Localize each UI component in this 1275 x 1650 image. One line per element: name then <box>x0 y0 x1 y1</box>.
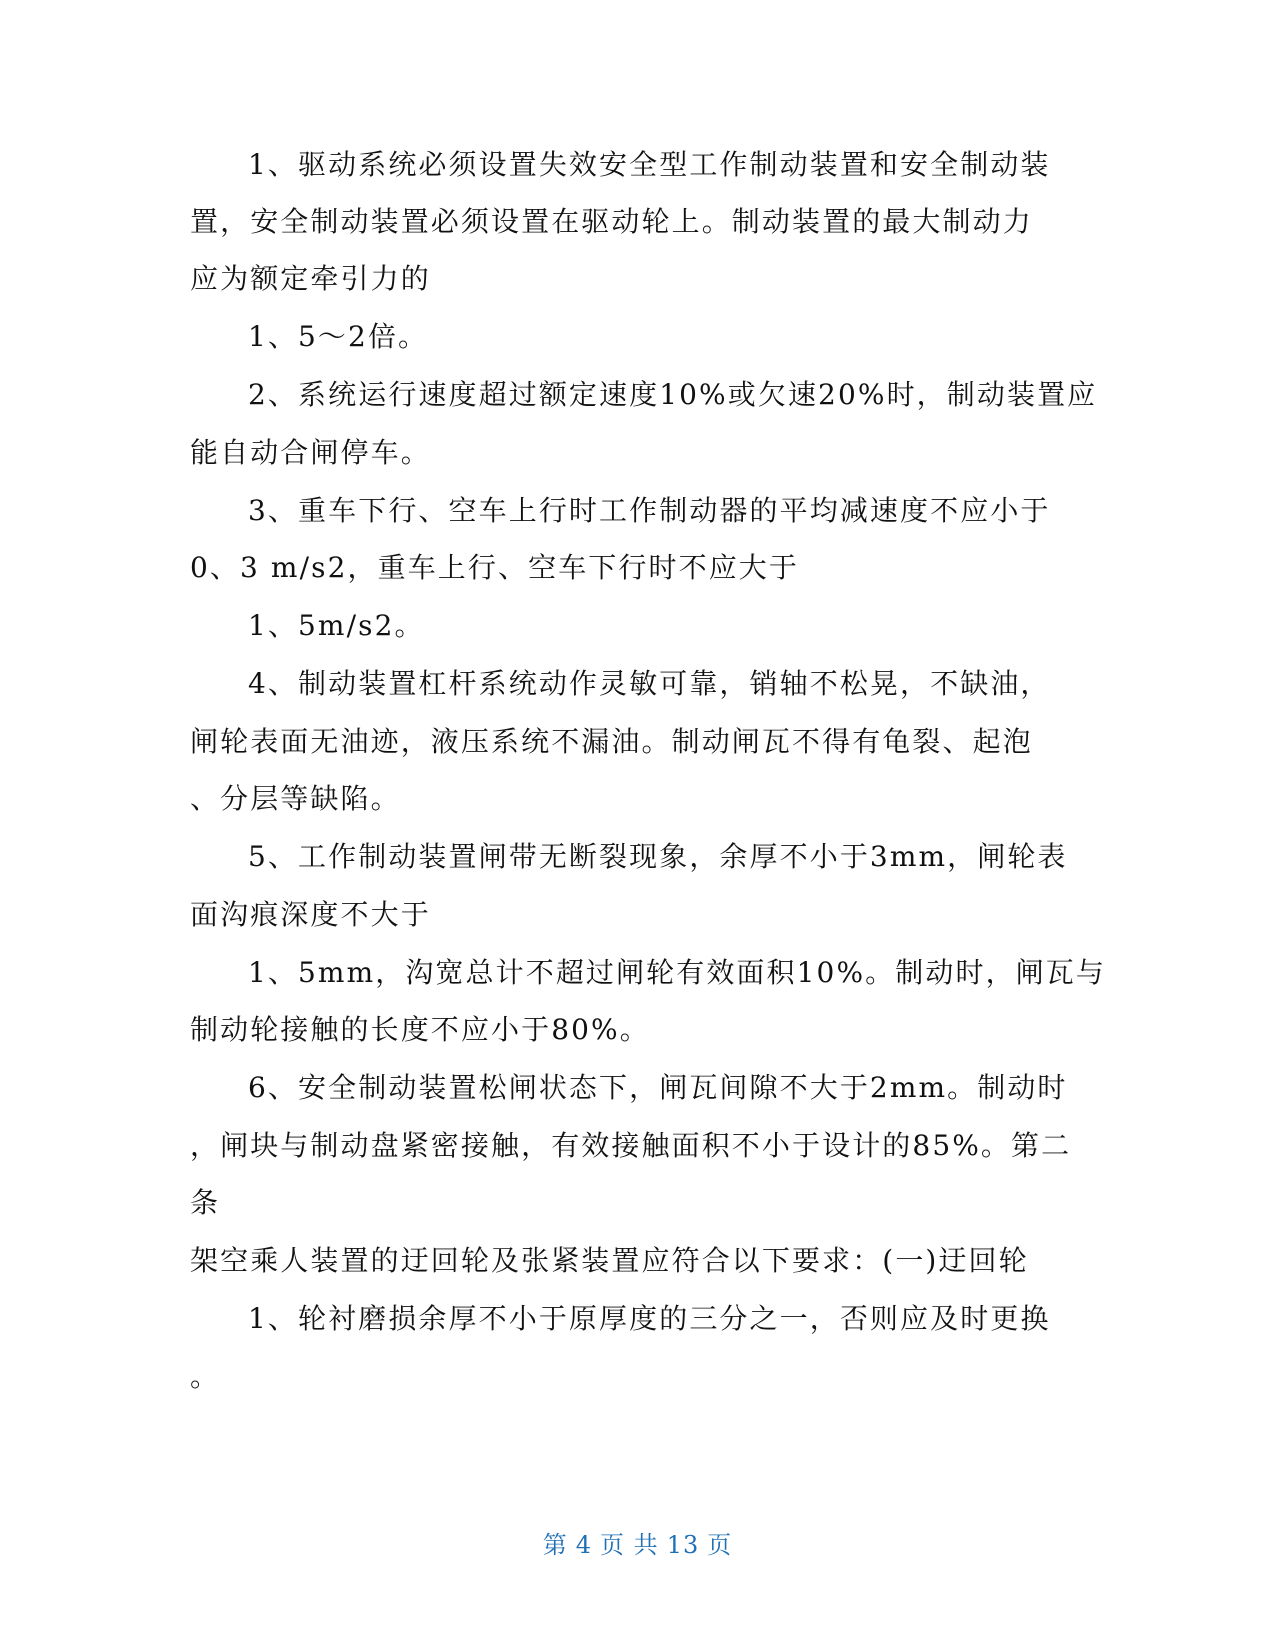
text-line: 5、工作制动装置闸带无断裂现象，余厚不小于3mm，闸轮表 <box>248 840 1068 873</box>
text-line: 6、安全制动装置松闸状态下，闸瓦间隙不大于2mm。制动时 <box>248 1071 1068 1104</box>
text-line: 0、3 m/s2，重车上行、空车下行时不应大于 <box>190 551 799 584</box>
page-footer <box>0 1530 1275 1560</box>
footer-suffix: 页 <box>707 1531 733 1559</box>
text-line: 2、系统运行速度超过额定速度10%或欠速20%时，制动装置应 <box>248 378 1098 411</box>
text-line: 1、轮衬磨损余厚不小于原厚度的三分之一，否则应及时更换 <box>248 1302 1051 1335</box>
text-line: 3、重车下行、空车上行时工作制动器的平均减速度不应小于 <box>248 494 1051 527</box>
text-line: 。 <box>190 1360 221 1393</box>
text-line: 1、5～2倍。 <box>248 320 429 353</box>
text-line: 1、5m/s2。 <box>248 609 425 642</box>
footer-total-pages: 13 <box>666 1531 700 1559</box>
text-line: 4、制动装置杠杆系统动作灵敏可靠，销轴不松晃，不缺油， <box>248 667 1051 700</box>
footer-current-page: 4 <box>575 1531 593 1559</box>
text-line: 1、5mm，沟宽总计不超过闸轮有效面积10%。制动时，闸瓦与 <box>248 956 1106 989</box>
text-line: 闸轮表面无油迹，液压系统不漏油。制动闸瓦不得有龟裂、起泡 <box>190 725 1033 758</box>
text-line: 制动轮接触的长度不应小于80%。 <box>190 1013 650 1046</box>
text-line: 1、驱动系统必须设置失效安全型工作制动装置和安全制动装 <box>248 148 1051 181</box>
text-line: 条 <box>190 1186 221 1219</box>
text-line: 面沟痕深度不大于 <box>190 898 431 931</box>
footer-middle: 页 共 <box>600 1531 659 1559</box>
text-line: 置，安全制动装置必须设置在驱动轮上。制动装置的最大制动力 <box>190 205 1033 238</box>
text-line: ，闸块与制动盘紧密接触，有效接触面积不小于设计的85%。第二 <box>190 1129 1072 1162</box>
footer-prefix: 第 <box>542 1531 568 1559</box>
text-line: 架空乘人装置的迂回轮及张紧装置应符合以下要求：(一)迂回轮 <box>190 1244 1029 1277</box>
text-line: 应为额定牵引力的 <box>190 262 431 295</box>
text-line: 能自动合闸停车。 <box>190 436 431 469</box>
text-line: 、分层等缺陷。 <box>190 782 401 815</box>
